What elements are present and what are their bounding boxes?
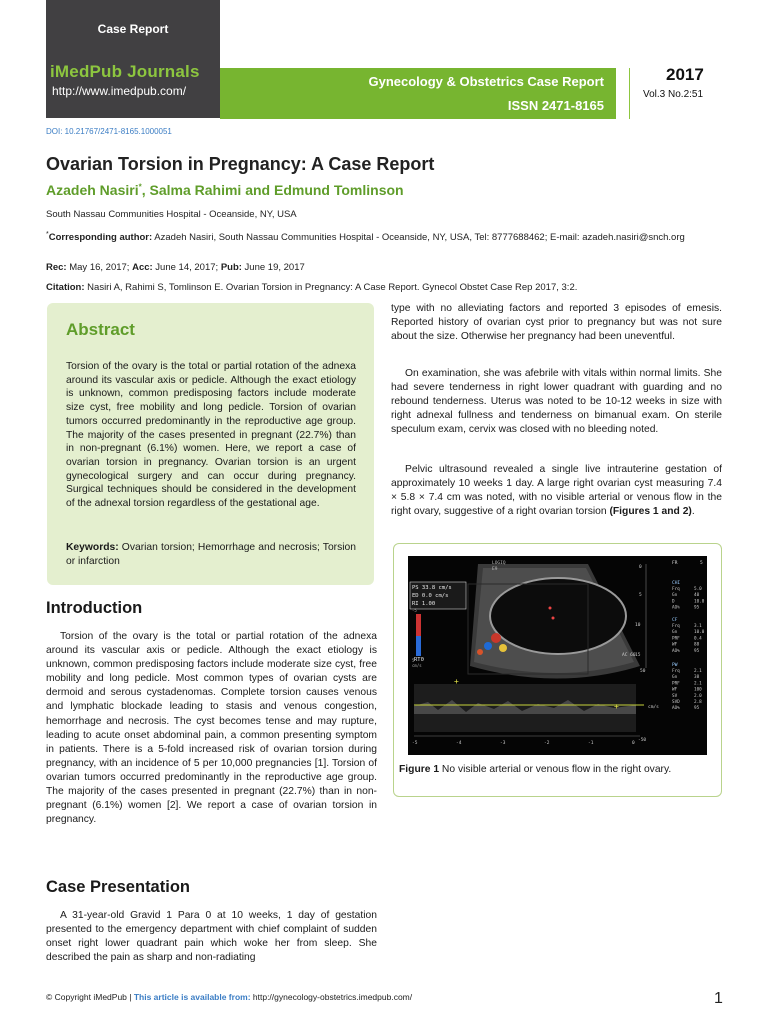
param-label: Frq <box>672 669 680 674</box>
param-value: 2.0 <box>694 693 702 699</box>
rec-date: May 16, 2017; <box>66 262 133 273</box>
rec-label: Rec: <box>46 262 67 273</box>
param-label: AO% <box>672 605 680 611</box>
param-value: 100 <box>694 687 702 693</box>
param-label: SVD <box>672 700 680 705</box>
author-names-rest: , Salma Rahimi and Edmund Tomlinson <box>141 182 404 198</box>
introduction-text: Torsion of the ovary is the total or partial rotation of the adnexa around its vascular axis or pedicle. Although the exact etiology is unknown, common predisposing factors include moderate size cyst, free mobility and long pedicle. Most common types of ovarian cysts are dermoid and serous cystadenomas. Complete torsion causes venous and lymphatic blockade leading to stasis and venous congestion, hemorrhage and necrosis. The cyst becomes tense and may rupture, leading to acute onset abdominal pain, a common presenting symptom in patients. There is a 5-fold increased risk of ovarian torsion during pregnancy, with an incidence of 5 per 10,000 pregnancies [1]. Torsion of ovarian tumors occurred predominantly in the reproductive age group. The majority of the cases presented in pregnant (22.7%) than in non-pregnant (6.1%) women [2]. We report a case of ovarian torsion in pregnancy. <box>46 631 377 826</box>
param-value: 10.0 <box>694 599 705 605</box>
journal-header-box <box>46 0 220 118</box>
velocity-unit: cm/s <box>648 705 659 710</box>
figure-caption <box>399 764 719 775</box>
author-name: Azadeh Nasiri <box>46 182 139 198</box>
time-tick: 0 <box>632 741 635 746</box>
param-value: 2.8 <box>694 700 702 705</box>
article-dates <box>46 262 305 273</box>
chi-label: CHI <box>672 581 681 586</box>
page-number: 1 <box>714 990 723 1007</box>
affiliation: South Nassau Communities Hospital - Oceanside, NY, USA <box>46 209 297 220</box>
author-list <box>46 182 404 198</box>
corr-marker: * <box>46 231 49 238</box>
case-paragraph-1-continued: type with no alleviating factors and reported 3 episodes of emesis. Reported history of ovarian cyst prior to pregnancy but was not sure about the size. Otherwise her pregnancy had been uneventful. <box>391 303 722 343</box>
param-value: 88 <box>694 642 700 648</box>
abstract-text: Torsion of the ovary is the total or partial rotation of the adnexa around its vascular axis or pedicle. Although the exact etiology is unknown, common predisposing factors include moderate size cyst, free mobility and long pedicle. Torsion of ovarian tumors occurred predominantly in the reproductive age group. The majority of the cases presented in pregnant (22.7%) than in non-pregnant (6.1%) women. Here, we report a case of ovarian torsion in pregnancy. Ovarian torsion is an urgent gynecological surgery and can occur during pregnancy. Surgical techniques should be considered in the development of the adnexal torsion regardless of the gestational age. <box>66 361 356 510</box>
ps-reading: PS 33.8 cm/s <box>412 585 452 591</box>
fr-label: FR <box>672 561 678 566</box>
volume-issue: Vol.3 No.2:51 <box>643 89 704 100</box>
doi-link[interactable]: DOI: 10.21767/2471-8165.1000051 <box>46 127 172 136</box>
citation-text: Nasiri A, Rahimi S, Tomlinson E. Ovarian Torsion in Pregnancy: A Case Report. Gynecol Obstet Case Rep 2017, 3:2. <box>84 282 578 293</box>
param-label: PRF <box>672 681 680 687</box>
logiq-label: LOGIQ <box>492 561 506 566</box>
footer <box>46 992 412 1002</box>
abstract-heading: Abstract <box>66 320 135 339</box>
param-value: 2.1 <box>694 669 702 674</box>
plus-marker-2: + <box>614 702 619 711</box>
param-label: Gn <box>672 630 678 636</box>
case-heading: Case Presentation <box>46 878 190 896</box>
author-marker: * <box>138 182 142 192</box>
param-value: 95 <box>694 706 700 712</box>
header-divider <box>629 68 630 119</box>
article-type-label: Case Report <box>97 22 169 36</box>
journal-issn: ISSN 2471-8165 <box>507 98 604 113</box>
param-value: 40 <box>694 593 700 599</box>
param-value: 95 <box>694 648 700 654</box>
param-value: 0.4 <box>694 636 702 642</box>
param-label: SV <box>672 693 678 699</box>
velocity-scale-bottom: -50 <box>638 738 647 743</box>
param-label: AO% <box>672 706 680 712</box>
parameter-list <box>672 586 705 711</box>
keywords <box>66 541 356 569</box>
param-label: Gn <box>672 675 678 681</box>
case-paragraph-1: A 31-year-old Gravid 1 Para 0 at 10 weeks, 1 day of gestation presented to the emergency department with chief complaint of sudden onset right lower quadrant pain which woke her from sleep. She described the pain as sharp and non-radiating <box>46 910 377 964</box>
figure-label: Figure 1 <box>399 764 440 775</box>
keywords-label: Keywords: <box>66 542 119 553</box>
corresponding-author <box>46 228 712 245</box>
param-label: Gn <box>672 593 678 599</box>
ovarian-cyst <box>490 578 626 654</box>
pub-label: Pub: <box>220 262 242 273</box>
param-value: 3.1 <box>694 624 702 629</box>
citation <box>46 282 577 293</box>
e9-label: E9 <box>492 567 498 572</box>
corr-text: Azadeh Nasiri, South Nassau Communities Hospital - Oceanside, NY, USA, Tel: 8777688462; E-mail: azadeh.nasiri@snch.org <box>152 232 685 244</box>
journal-name: Gynecology & Obstetrics Case Report <box>368 74 604 89</box>
param-label: D <box>672 599 675 605</box>
time-tick: -1 <box>588 741 594 746</box>
cf-label: CF <box>672 618 678 623</box>
param-label: AO% <box>672 648 680 654</box>
ac-label: AC 60 <box>622 653 636 658</box>
ultrasound-image <box>408 556 707 755</box>
journal-band <box>220 68 616 119</box>
availability-label: This article is available from: <box>133 992 253 1002</box>
publisher-url[interactable]: http://www.imedpub.com/ <box>52 84 187 98</box>
introduction-heading: Introduction <box>46 599 143 617</box>
depth-15: 15 <box>635 653 641 658</box>
publication-year: 2017 <box>666 65 704 84</box>
time-tick: -2 <box>544 741 550 746</box>
time-tick: -5 <box>412 741 418 746</box>
acc-label: Acc: <box>132 262 153 273</box>
velocity-scale-top: 50 <box>640 669 646 674</box>
case-paragraph-2: On examination, she was afebrile with vitals within normal limits. She had severe tenderness in right lower quadrant with guarding and no rebound tenderness. Uterus was noted to be 10-12 weeks in size with right adnexal fullness and tenderness on bimanual exam. On sterile speculum exam, cervix was closed with no bleeding noted. <box>391 368 722 436</box>
param-label: PRF <box>672 636 680 642</box>
publisher-logo: iMedPub Journals <box>50 62 200 81</box>
figure-1 <box>393 543 722 797</box>
abstract-box <box>47 303 374 585</box>
param-value: 10.0 <box>694 630 705 636</box>
keywords-text: Ovarian torsion; Hemorrhage and necrosis; Torsion or infarction <box>66 542 356 567</box>
param-value: 2.1 <box>694 681 702 687</box>
param-value: 5.0 <box>694 587 702 592</box>
figure-caption-text: No visible arterial or venous flow in the right ovary. <box>439 764 672 775</box>
color-scale-unit: cm/s <box>412 663 422 668</box>
param-label: Frq <box>672 587 680 592</box>
param-label: Frq <box>672 624 680 629</box>
case-paragraph-3-text: Pelvic ultrasound revealed a single live intrauterine gestation of approximately 10 weeks 1 day. A large right ovarian cyst measuring 7.4 × 5.8 × 7.4 cm was noted, with no visible arterial or venous flow in the right ovary, suggestive of a right ovarian torsion <box>391 464 722 518</box>
time-tick: -4 <box>456 741 462 746</box>
pub-date: June 19, 2017 <box>241 262 305 273</box>
plus-marker-1: + <box>454 677 459 686</box>
corr-label: Corresponding author: <box>48 232 153 244</box>
param-value: 95 <box>694 605 700 611</box>
param-label: WF <box>672 642 678 648</box>
copyright: © Copyright iMedPub | <box>46 992 134 1002</box>
ed-reading: ED 0.0 cm/s <box>412 593 449 599</box>
time-tick: -3 <box>500 741 506 746</box>
depth-0: 0 <box>639 565 642 570</box>
footer-url[interactable]: http://gynecology-obstetrics.imedpub.com/ <box>252 992 413 1002</box>
citation-label: Citation: <box>46 282 85 293</box>
article-title: Ovarian Torsion in Pregnancy: A Case Report <box>46 154 435 174</box>
pw-label: PW <box>672 663 678 668</box>
color-scale-bottom: 5 <box>412 658 415 663</box>
acc-date: June 14, 2017; <box>152 262 221 273</box>
ri-reading: RI 1.00 <box>412 601 436 607</box>
color-scale <box>416 614 421 636</box>
figure-reference[interactable]: (Figures 1 and 2) <box>609 506 692 518</box>
case-paragraph-3 <box>391 463 722 519</box>
param-label: WF <box>672 687 678 693</box>
rto-label: RT0 <box>414 657 424 663</box>
case-paragraph-3-end: . <box>691 506 695 518</box>
depth-10: 10 <box>635 623 641 628</box>
fr-value: 5 <box>700 561 703 566</box>
color-scale-top: -5 <box>412 608 417 613</box>
depth-5: 5 <box>639 593 642 598</box>
param-value: 38 <box>694 675 700 681</box>
